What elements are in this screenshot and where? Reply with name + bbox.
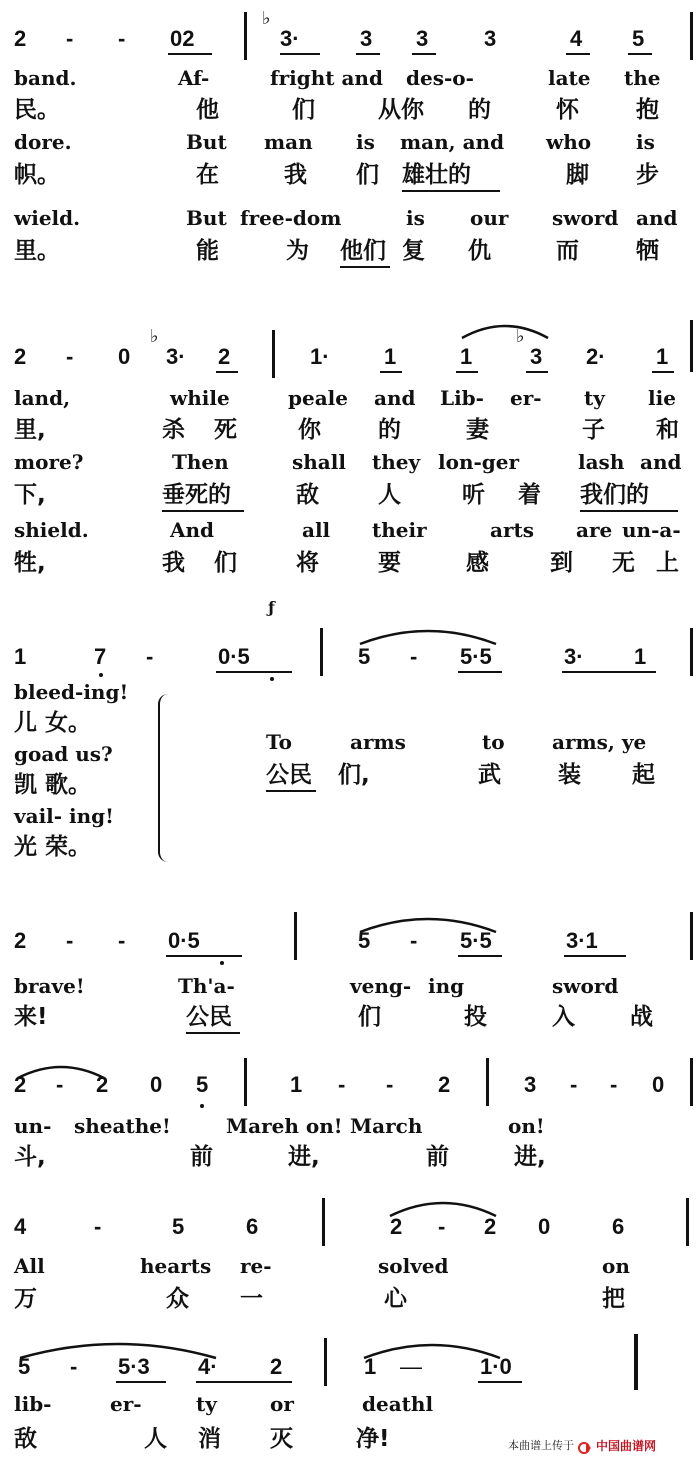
underline	[216, 671, 292, 673]
lyric-en: sheathe!	[74, 1114, 171, 1138]
lyric-zh: 抱	[636, 97, 659, 123]
lyric-zh: 到	[550, 550, 573, 576]
barline	[690, 12, 693, 60]
flat-sign: ♭	[150, 326, 159, 347]
lyric-en: vail- ing!	[14, 804, 114, 828]
lyric-zh: 我	[284, 162, 307, 188]
lyric-zh: 心	[384, 1286, 407, 1312]
lyric-en: And	[170, 518, 215, 542]
lyric-en: deathl	[362, 1392, 434, 1416]
note: -	[570, 1072, 578, 1097]
lyric-en: land,	[14, 386, 71, 410]
note: 02	[170, 26, 195, 51]
lyric-en: band.	[14, 66, 77, 90]
note: 0·5	[218, 644, 250, 669]
lyric-zh: 里,	[14, 417, 46, 443]
lyric-en: sword	[552, 974, 619, 998]
note: -	[66, 928, 74, 953]
lyric-zh: 脚	[566, 162, 589, 188]
octave-dot	[220, 961, 224, 965]
lyric-en: All	[14, 1254, 45, 1278]
lyric-zh: 敌	[14, 1426, 37, 1452]
lyric-en: goad us?	[14, 742, 113, 766]
lyric-en: shall	[292, 450, 346, 474]
note: -	[438, 1214, 446, 1239]
barline	[690, 320, 693, 372]
barline	[324, 1338, 327, 1386]
lyric-en: brave!	[14, 974, 85, 998]
underline	[458, 955, 502, 957]
note: —	[400, 1354, 422, 1379]
underline	[380, 371, 402, 373]
underline	[456, 371, 478, 373]
lyric-zh: 上	[656, 550, 679, 576]
lyric-en: bleed-ing!	[14, 680, 129, 704]
note: 1	[460, 344, 473, 369]
underline	[562, 671, 656, 673]
lyric-zh: 公民	[266, 762, 312, 788]
lyric-en: lash	[578, 450, 625, 474]
lyric-en: dore.	[14, 130, 72, 154]
lyric-zh: 的	[378, 417, 401, 443]
lyric-zh: 们	[214, 550, 237, 576]
note: 1	[14, 644, 27, 669]
note: -	[410, 928, 418, 953]
lyric-zh: 复	[402, 238, 425, 264]
lyric-zh: 装	[558, 762, 581, 788]
lyric-zh: 人	[144, 1426, 167, 1452]
lyric-zh: 能	[196, 238, 219, 264]
lyric-zh: 们,	[338, 762, 370, 788]
note: 3	[416, 26, 429, 51]
lyric-en: and	[636, 206, 678, 230]
underline	[628, 53, 652, 55]
lyric-en: is	[356, 130, 375, 154]
lyric-zh: 们	[292, 97, 315, 123]
barline	[690, 1058, 693, 1106]
note: 2	[14, 928, 27, 953]
note: 0	[652, 1072, 665, 1097]
lyric-en: their	[372, 518, 427, 542]
note: 5	[18, 1354, 31, 1379]
underline	[196, 1381, 292, 1383]
lyric-zh: 和	[656, 417, 679, 443]
lyric-en: free-dom	[240, 206, 342, 230]
note: -	[146, 644, 154, 669]
lyric-zh: 感	[466, 550, 489, 576]
lyric-en: ing	[428, 974, 465, 998]
lyric-zh: 武	[478, 762, 501, 788]
lyric-en: peale	[288, 386, 348, 410]
lyric-en: shield.	[14, 518, 89, 542]
note: 2	[96, 1072, 109, 1097]
note: 2	[14, 1072, 27, 1097]
site-watermark	[508, 1436, 656, 1454]
underline	[478, 1381, 522, 1383]
lyric-zh: 帜。	[14, 162, 60, 188]
note: 1	[656, 344, 669, 369]
lyric-zh: 为	[286, 238, 309, 264]
note: 4	[570, 26, 583, 51]
underline	[566, 53, 590, 55]
lyric-en: To	[266, 730, 292, 754]
final-barline	[634, 1334, 638, 1390]
lyric-en: arms	[350, 730, 406, 754]
lyric-zh: 怀	[556, 97, 579, 123]
lyric-zh: 们	[358, 1004, 381, 1030]
lyric-en: er-	[110, 1392, 142, 1416]
lyric-en: or	[270, 1392, 294, 1416]
lyric-zh: 要	[378, 550, 401, 576]
lyric-zh: 光 荣。	[14, 834, 92, 860]
note: 5·5	[460, 928, 492, 953]
note: -	[66, 344, 74, 369]
underline	[580, 510, 678, 512]
lyric-zh: 敌	[296, 482, 319, 508]
lyric-en: while	[170, 386, 230, 410]
lyric-zh: 无	[612, 550, 635, 576]
barline	[686, 1198, 689, 1246]
lyric-zh: 将	[296, 550, 319, 576]
note: 4·	[198, 1354, 218, 1379]
lyric-en: late	[548, 66, 591, 90]
note: 5·5	[460, 644, 492, 669]
fermata-mark: ƒ	[268, 598, 275, 617]
lyric-en: more?	[14, 450, 84, 474]
barline	[244, 1058, 247, 1106]
note: 0·5	[168, 928, 200, 953]
lyric-en: But	[186, 206, 227, 230]
underline	[168, 53, 212, 55]
barline	[322, 1198, 325, 1246]
note: -	[66, 26, 74, 51]
note: -	[94, 1214, 102, 1239]
lyric-zh: 起	[632, 762, 655, 788]
flat-sign: ♭	[262, 8, 271, 29]
note: 2	[438, 1072, 451, 1097]
lyric-en: they	[372, 450, 421, 474]
underline	[266, 790, 316, 792]
lyric-zh: 把	[602, 1286, 625, 1312]
underline	[280, 53, 320, 55]
lyric-zh: 垂死的	[162, 482, 231, 508]
underline	[458, 671, 502, 673]
note: 5	[632, 26, 645, 51]
lyric-en: our	[470, 206, 509, 230]
barline	[244, 12, 247, 60]
lyric-en: Mareh on!	[226, 1114, 343, 1138]
lyric-zh: 入	[552, 1004, 575, 1030]
lyric-zh: 他	[196, 97, 219, 123]
note: 2	[270, 1354, 283, 1379]
lyric-zh: 你	[298, 417, 321, 443]
site-name: 中国曲谱网	[596, 1438, 657, 1453]
note: -	[56, 1072, 64, 1097]
note: 5	[172, 1214, 185, 1239]
underline	[340, 266, 390, 268]
note: 6	[246, 1214, 259, 1239]
note: 3·	[280, 26, 300, 51]
flat-sign: ♭	[516, 326, 525, 347]
underline	[116, 1381, 166, 1383]
underline	[526, 371, 548, 373]
note: -	[338, 1072, 346, 1097]
lyric-zh: 死	[214, 417, 237, 443]
lyric-en: is	[636, 130, 655, 154]
lyric-en: March	[350, 1114, 423, 1138]
lyric-zh: 子	[582, 417, 605, 443]
lyric-en: veng-	[350, 974, 412, 998]
note: 1	[384, 344, 397, 369]
lyric-en: Then	[172, 450, 229, 474]
lyric-zh: 公民	[186, 1004, 232, 1030]
lyric-en: and	[640, 450, 682, 474]
note: -	[610, 1072, 618, 1097]
lyric-zh: 灭	[270, 1426, 293, 1452]
underline	[412, 53, 436, 55]
note: 1	[290, 1072, 303, 1097]
lyric-en: wield.	[14, 206, 81, 230]
octave-dot	[270, 677, 274, 681]
lyric-en: des-o-	[406, 66, 474, 90]
note: 1·	[310, 344, 330, 369]
octave-dot	[99, 673, 103, 677]
lyric-en: Th'a-	[178, 974, 235, 998]
lyric-zh: 消	[198, 1426, 221, 1452]
note: 5·3	[118, 1354, 150, 1379]
note: -	[118, 26, 126, 51]
lyric-en: man	[264, 130, 313, 154]
lyric-en: lib-	[14, 1392, 52, 1416]
note: 3·	[564, 644, 584, 669]
slur	[358, 624, 498, 646]
barline	[272, 330, 275, 378]
lyric-zh: 进,	[288, 1144, 320, 1170]
octave-dot	[200, 1104, 204, 1108]
lyric-zh: 进,	[514, 1144, 546, 1170]
lyric-en: on	[602, 1254, 630, 1278]
note: 3·	[166, 344, 186, 369]
barline	[690, 912, 693, 960]
lyric-zh: 一	[240, 1286, 263, 1312]
lyric-zh: 杀	[162, 417, 185, 443]
lyric-en: un-	[14, 1114, 52, 1138]
note: 7	[94, 644, 107, 669]
lyric-en: lie	[648, 386, 676, 410]
note: 2	[218, 344, 231, 369]
lyric-en: hearts	[140, 1254, 212, 1278]
barline	[690, 628, 693, 676]
lyric-zh: 众	[166, 1286, 189, 1312]
lyric-en: man, and	[400, 130, 505, 154]
lyric-zh: 雄壮的	[402, 162, 471, 188]
lyric-en: sword	[552, 206, 619, 230]
lyric-zh: 万	[14, 1286, 37, 1312]
lyric-en: is	[406, 206, 425, 230]
lyric-en: the	[624, 66, 661, 90]
lyric-zh: 步	[636, 162, 659, 188]
note: -	[70, 1354, 78, 1379]
lyric-en: arms, ye	[552, 730, 647, 754]
note: 3	[484, 26, 497, 51]
note: 1	[364, 1354, 377, 1379]
lyric-zh: 前	[190, 1144, 213, 1170]
lyric-en: all	[302, 518, 331, 542]
lyric-zh: 仇	[468, 238, 491, 264]
lyric-zh: 人	[378, 482, 401, 508]
lyric-zh: 妻	[466, 417, 489, 443]
lyric-en: ty	[584, 386, 605, 410]
lyric-en: who	[546, 130, 592, 154]
note: 0	[538, 1214, 551, 1239]
lyric-zh: 民。	[14, 97, 60, 123]
lyric-en: solved	[378, 1254, 449, 1278]
note: 3	[360, 26, 373, 51]
lyric-zh: 听	[462, 482, 485, 508]
lyric-en: ty	[196, 1392, 217, 1416]
note: 5	[196, 1072, 209, 1097]
note: 2	[390, 1214, 403, 1239]
lyric-en: un-a-	[622, 518, 681, 542]
lyric-en: on!	[508, 1114, 545, 1138]
lyric-zh: 牺	[636, 238, 659, 264]
underline	[216, 371, 238, 373]
underline	[402, 190, 500, 192]
note: -	[410, 644, 418, 669]
slur	[460, 318, 550, 340]
lyric-zh: 凯 歌。	[14, 772, 92, 798]
lyric-zh: 前	[426, 1144, 449, 1170]
lyric-en: arts	[490, 518, 534, 542]
lyric-zh: 战	[630, 1004, 653, 1030]
note: 2·	[586, 344, 606, 369]
note: 2	[14, 26, 27, 51]
note: 1	[634, 644, 647, 669]
lyric-zh: 儿 女。	[14, 710, 92, 736]
barline	[294, 912, 297, 960]
note: 5	[358, 928, 371, 953]
note: 0	[118, 344, 131, 369]
lyric-zh: 斗,	[14, 1144, 46, 1170]
lyric-en: to	[482, 730, 505, 754]
lyric-en: er-	[510, 386, 542, 410]
lyric-zh: 的	[468, 97, 491, 123]
lyric-zh: 投	[464, 1004, 487, 1030]
barline	[486, 1058, 489, 1106]
lyric-zh: 在	[196, 162, 219, 188]
note: 5	[358, 644, 371, 669]
note: 0	[150, 1072, 163, 1097]
note: -	[118, 928, 126, 953]
underline	[652, 371, 674, 373]
lyric-en: Lib-	[440, 386, 484, 410]
lyric-en: re-	[240, 1254, 272, 1278]
lyric-zh: 他们	[340, 238, 386, 264]
note: 3	[524, 1072, 537, 1097]
lyric-en: lon-ger	[438, 450, 520, 474]
lyric-en: But	[186, 130, 227, 154]
underline	[166, 955, 242, 957]
note: 3·1	[566, 928, 598, 953]
lyric-zh: 们	[356, 162, 379, 188]
lyric-zh: 而	[556, 238, 579, 264]
lyric-zh: 着	[518, 482, 541, 508]
underline	[564, 955, 626, 957]
underline	[162, 510, 244, 512]
note: 3	[530, 344, 543, 369]
lyric-en: and	[374, 386, 416, 410]
underline	[186, 1032, 240, 1034]
note: 2	[14, 344, 27, 369]
lyric-en: Af-	[178, 66, 210, 90]
lyric-zh: 里。	[14, 238, 60, 264]
lyric-en: are	[576, 518, 613, 542]
lyric-en: fright and	[270, 66, 383, 90]
note: 6	[612, 1214, 625, 1239]
lyric-zh: 我们的	[580, 482, 649, 508]
note: 1·0	[480, 1354, 512, 1379]
underline	[356, 53, 380, 55]
lyric-zh: 牲,	[14, 550, 46, 576]
note: 2	[484, 1214, 497, 1239]
site-logo-icon	[578, 1439, 592, 1451]
lyric-zh: 净!	[356, 1426, 390, 1452]
note: -	[386, 1072, 394, 1097]
lyric-zh: 来!	[14, 1004, 48, 1030]
brace	[158, 694, 170, 862]
lyric-zh: 从你	[378, 97, 424, 123]
lyric-zh: 下,	[14, 482, 46, 508]
note: 4	[14, 1214, 27, 1239]
upload-notice: 本曲谱上传于	[508, 1439, 574, 1452]
lyric-zh: 我	[162, 550, 185, 576]
barline	[320, 628, 323, 676]
